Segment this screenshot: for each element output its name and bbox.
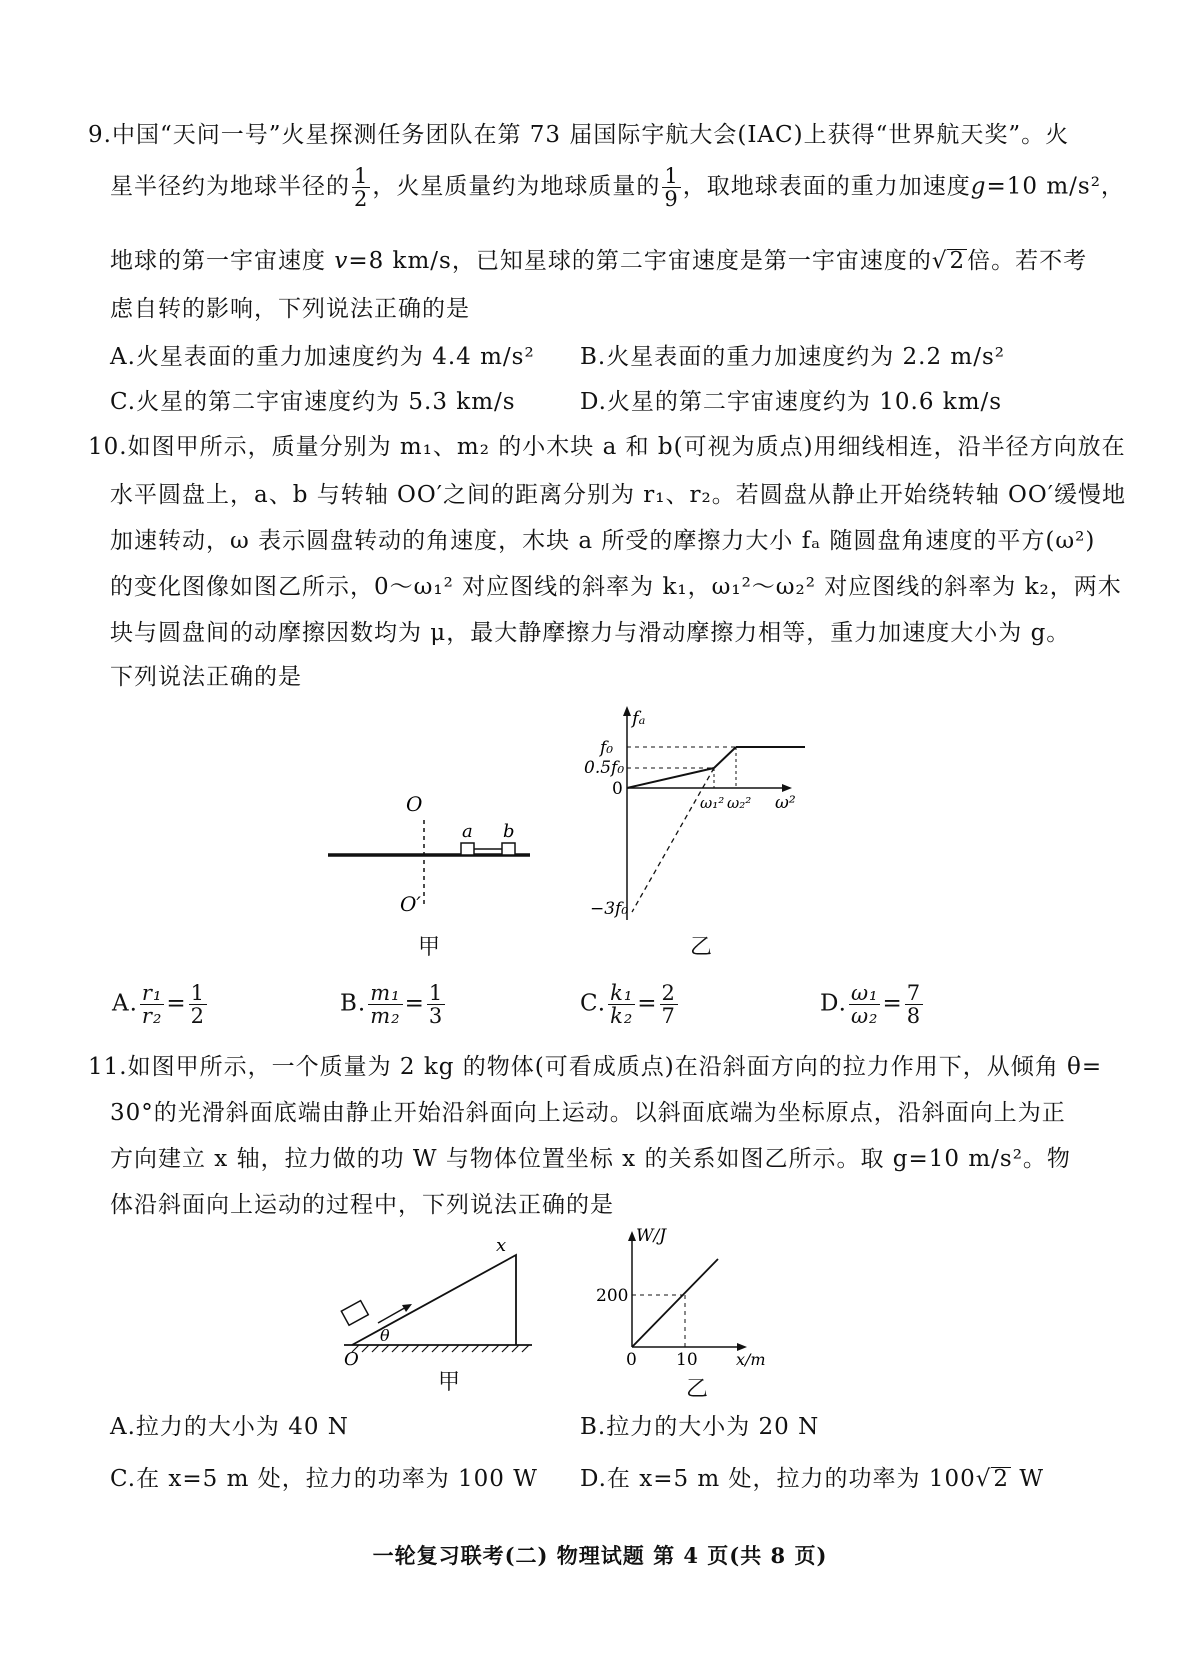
q9-text: 地球的第一宇宙速度 bbox=[110, 248, 326, 274]
q11-figure-jia bbox=[330, 1235, 540, 1370]
fraction bbox=[905, 982, 923, 1027]
q10-line-6: 下列说法正确的是 bbox=[110, 664, 302, 690]
radicand: 2 bbox=[993, 1466, 1010, 1492]
q10-line-2: 水平圆盘上，a、b 与转轴 OO′之间的距离分别为 r₁、r₂。若圆盘从静止开始绕转轴 OO′缓慢地 bbox=[110, 482, 1126, 508]
equals: = bbox=[637, 990, 658, 1017]
q9-text: =10 m/s²， bbox=[986, 173, 1125, 200]
segment-k2 bbox=[714, 747, 736, 768]
x-axis-arrow-icon bbox=[782, 784, 792, 792]
fraction bbox=[608, 982, 635, 1027]
radicand: 2 bbox=[949, 248, 966, 274]
tick-10: 10 bbox=[676, 1350, 698, 1370]
q11-line-1: 11.如图甲所示，一个质量为 2 kg 的物体(可看成质点)在沿斜面方向的拉力作用下，从倾角 θ= bbox=[88, 1054, 1103, 1080]
q9-option-b[interactable]: B.火星表面的重力加速度约为 2.2 m/s² bbox=[580, 344, 1005, 370]
q11-line-4: 体沿斜面向上运动的过程中，下列说法正确的是 bbox=[110, 1192, 614, 1218]
option-letter: C. bbox=[580, 990, 607, 1017]
equals: = bbox=[882, 990, 903, 1017]
q11-caption-yi: 乙 bbox=[686, 1377, 709, 1402]
option-text: D.在 x=5 m 处，拉力的功率为 100 bbox=[580, 1466, 976, 1492]
y-label: fₐ bbox=[632, 708, 646, 729]
q10-figure-yi bbox=[570, 700, 810, 930]
numerator: m₁ bbox=[370, 981, 401, 1005]
numerator: 1 bbox=[354, 164, 369, 188]
q11-option-a[interactable]: A.拉力的大小为 40 N bbox=[110, 1414, 349, 1440]
q11-line-2: 30°的光滑斜面底端由静止开始沿斜面向上运动。以斜面底端为坐标原点，沿斜面向上为正 bbox=[110, 1100, 1066, 1126]
block bbox=[341, 1301, 368, 1326]
q10-option-b[interactable] bbox=[340, 982, 447, 1027]
fraction bbox=[352, 165, 370, 210]
label-a: a bbox=[462, 821, 473, 842]
q9-option-c[interactable]: C.火星的第二宇宙速度约为 5.3 km/s bbox=[110, 389, 516, 415]
segment-k1 bbox=[627, 768, 714, 788]
tick-neg-3f0: −3f₀ bbox=[590, 899, 629, 919]
option-letter: D. bbox=[820, 990, 847, 1017]
x-label: x/m bbox=[736, 1350, 766, 1369]
q9-option-a[interactable]: A.火星表面的重力加速度约为 4.4 m/s² bbox=[110, 344, 535, 370]
denominator: 8 bbox=[906, 1004, 922, 1028]
denominator: 2 bbox=[190, 1004, 206, 1028]
q9-line-2 bbox=[110, 165, 1125, 210]
numerator: ω₁ bbox=[850, 981, 879, 1005]
sqrt-sign: √ bbox=[931, 248, 948, 274]
label-theta: θ bbox=[380, 1326, 390, 1345]
label-o-prime: O′ bbox=[400, 892, 421, 916]
q11-figure-yi bbox=[590, 1225, 790, 1370]
q9-text: ，取地球表面的重力加速度 bbox=[682, 173, 971, 200]
q9-line-3 bbox=[110, 244, 1087, 278]
y-label: W/J bbox=[636, 1226, 667, 1246]
q10-line-1: 10.如图甲所示，质量分别为 m₁、m₂ 的小木块 a 和 b(可视为质点)用细线相连，沿半径方向放在 bbox=[88, 434, 1126, 460]
ground-hatch bbox=[352, 1345, 529, 1352]
denominator: 2 bbox=[354, 187, 369, 211]
denominator: r₂ bbox=[141, 1004, 163, 1028]
extension-dashed bbox=[632, 768, 714, 912]
q9-text: =8 km/s，已知星球的第二宇宙速度是第一宇宙速度的 bbox=[348, 248, 932, 274]
fraction bbox=[427, 982, 445, 1027]
q9-line-4: 虑自转的影响，下列说法正确的是 bbox=[110, 296, 470, 322]
block-b bbox=[502, 843, 515, 855]
fraction bbox=[189, 982, 207, 1027]
numerator: 1 bbox=[190, 981, 206, 1005]
denominator: ω₂ bbox=[850, 1004, 879, 1028]
q9-option-d[interactable]: D.火星的第二宇宙速度约为 10.6 km/s bbox=[580, 389, 1003, 415]
q10-option-c[interactable] bbox=[580, 982, 680, 1027]
tick-w1: ω₁² bbox=[700, 794, 725, 812]
option-letter: A. bbox=[112, 990, 138, 1017]
var-g: g bbox=[970, 173, 987, 200]
tick-200: 200 bbox=[596, 1286, 629, 1306]
q10-line-4: 的变化图像如图乙所示，0～ω₁² 对应图线的斜率为 k₁，ω₁²～ω₂² 对应图线的斜率为 k₂，两木 bbox=[110, 574, 1122, 600]
denominator: 3 bbox=[428, 1004, 444, 1028]
q11-option-b[interactable]: B.拉力的大小为 20 N bbox=[580, 1414, 820, 1440]
label-x: x bbox=[496, 1235, 507, 1256]
fraction bbox=[660, 982, 678, 1027]
q9-text: 倍。若不考 bbox=[967, 248, 1088, 274]
numerator: 1 bbox=[428, 981, 444, 1005]
fraction bbox=[368, 982, 402, 1027]
q9-line-1: 9.中国“天问一号”火星探测任务团队在第 73 届国际宇航大会(IAC)上获得“世界航天奖”。火 bbox=[88, 122, 1070, 148]
q10-option-a[interactable] bbox=[112, 982, 209, 1027]
tick-f0: f₀ bbox=[600, 738, 614, 758]
denominator: k₂ bbox=[610, 1004, 634, 1028]
denominator: 9 bbox=[664, 187, 679, 211]
q11-option-c[interactable]: C.在 x=5 m 处，拉力的功率为 100 W bbox=[110, 1466, 538, 1492]
q9-text: ，火星质量约为地球质量的 bbox=[372, 173, 661, 200]
q11-option-d[interactable] bbox=[580, 1462, 1044, 1496]
fraction bbox=[140, 982, 164, 1027]
q11-line-3: 方向建立 x 轴，拉力做的功 W 与物体位置坐标 x 的关系如图乙所示。取 g=10 m/s²。物 bbox=[110, 1146, 1071, 1172]
y-axis-arrow-icon bbox=[623, 706, 631, 716]
option-letter: B. bbox=[340, 990, 367, 1017]
origin-label: 0 bbox=[612, 779, 623, 799]
incline-outline bbox=[352, 1255, 516, 1345]
block-a bbox=[461, 843, 474, 855]
sqrt-sign: √ bbox=[975, 1466, 992, 1492]
tick-w2: ω₂² bbox=[727, 794, 752, 812]
q10-caption-yi: 乙 bbox=[690, 935, 713, 960]
q10-line-5: 块与圆盘间的动摩擦因数均为 μ，最大静摩擦力与滑动摩擦力相等，重力加速度大小为 g。 bbox=[110, 620, 1071, 646]
numerator: k₁ bbox=[610, 981, 634, 1005]
w-x-line bbox=[632, 1259, 718, 1347]
page-footer: 一轮复习联考(二) 物理试题 第 4 页(共 8 页) bbox=[372, 1543, 828, 1568]
numerator: 7 bbox=[906, 981, 922, 1005]
q9-text: 星半径约为地球半径的 bbox=[110, 173, 350, 200]
equals: = bbox=[404, 990, 425, 1017]
denominator: m₂ bbox=[370, 1004, 401, 1028]
fraction bbox=[849, 982, 881, 1027]
y-axis-arrow-icon bbox=[628, 1231, 636, 1241]
numerator: 1 bbox=[664, 164, 679, 188]
q11-caption-jia: 甲 bbox=[438, 1370, 461, 1395]
label-b: b bbox=[503, 821, 515, 842]
x-label: ω² bbox=[775, 793, 796, 813]
q10-option-d[interactable] bbox=[820, 982, 925, 1027]
var-v: v bbox=[334, 248, 349, 274]
tick-half-f0: 0.5f₀ bbox=[584, 758, 625, 778]
label-o: O bbox=[406, 792, 423, 816]
equals: = bbox=[166, 990, 187, 1017]
q10-line-3: 加速转动，ω 表示圆盘转动的角速度，木块 a 所受的摩擦力大小 fₐ 随圆盘角速度的平方(ω²) bbox=[110, 528, 1096, 554]
label-o: O bbox=[344, 1349, 359, 1370]
numerator: r₁ bbox=[141, 981, 163, 1005]
origin-label: 0 bbox=[626, 1350, 637, 1370]
fraction bbox=[662, 165, 680, 210]
numerator: 2 bbox=[661, 981, 676, 1005]
unit: W bbox=[1011, 1466, 1045, 1492]
denominator: 7 bbox=[661, 1004, 676, 1028]
force-arrow bbox=[378, 1306, 408, 1323]
q10-caption-jia: 甲 bbox=[418, 935, 441, 960]
